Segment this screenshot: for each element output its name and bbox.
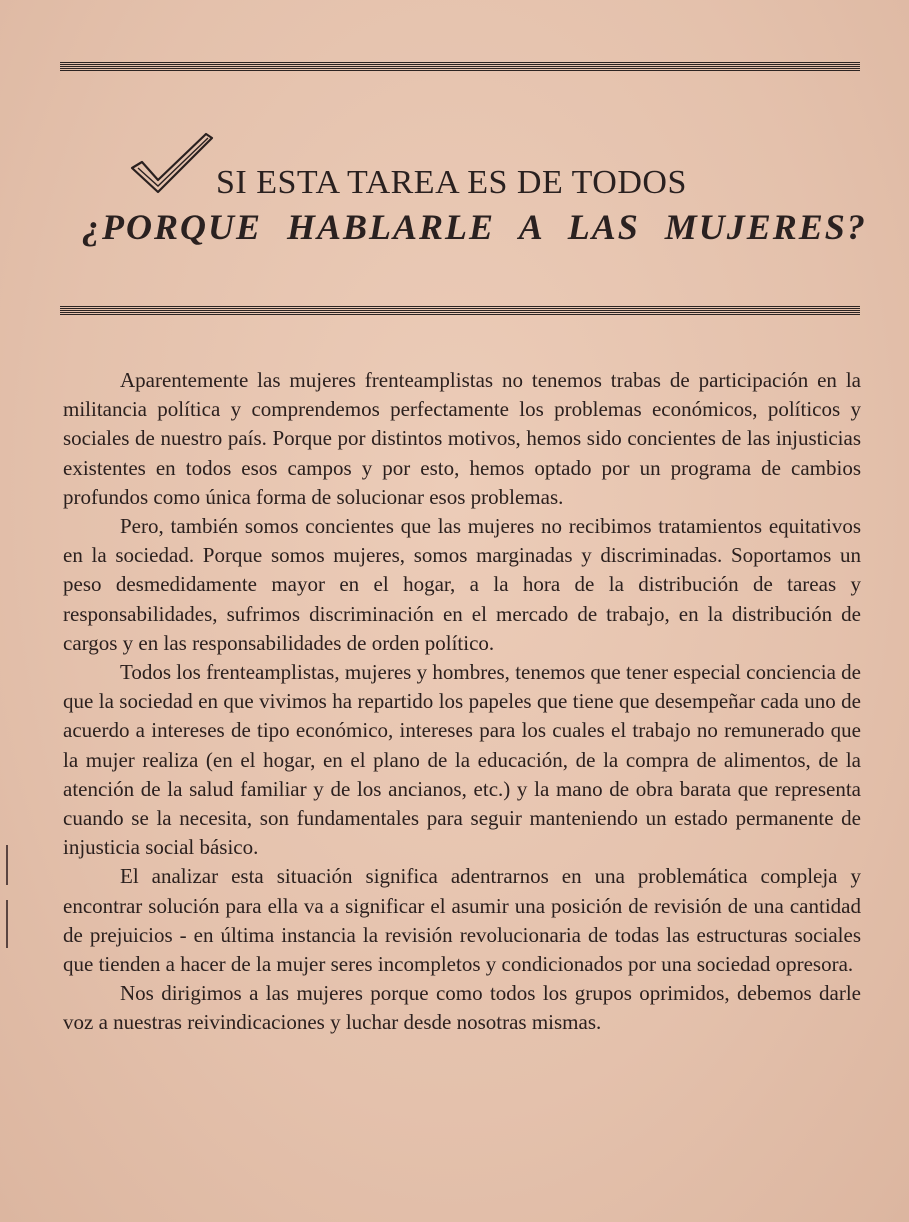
paragraph-3: Todos los frenteamplistas, mujeres y hombres, tenemos que tener especial conciencia de que la sociedad en que vivimos ha repartido los papeles que tiene que desempeñar cada uno de acuerdo a intereses de tipo económico, intereses para los cuales el trabajo no remunerado que la mujer realiza (en el hogar, en el plano de la educación, de la compra de alimentos, de la atención de la salud familiar y de los ancianos, etc.) y la mano de obra barata que representa cuando se la necesita, son fundamentales para seguir manteniendo un estado permanente de injusticia social básico. bbox=[63, 660, 861, 860]
paragraph-1: Aparentemente las mujeres frenteamplistas no tenemos trabas de participación en la militancia política y comprendemos perfectamente los problemas económicos, políticos y sociales de nuestro país. Porque por distintos motivos, hemos sido concientes de las injusticias existentes en todos esos campos y por esto, hemos optado por un programa de cambios profundos como única forma de solucionar esos problemas. bbox=[63, 368, 861, 509]
article-body bbox=[63, 366, 861, 1038]
margin-mark bbox=[6, 845, 8, 885]
bottom-decorative-rule bbox=[60, 306, 860, 316]
paragraph-2: Pero, también somos concientes que las mujeres no recibimos tratamientos equitativos en la sociedad. Porque somos mujeres, somos marginadas y discriminadas. Soportamos un peso desmedidamente mayor en el hogar, a la hora de la distribución de tareas y responsabilidades, sufrimos discriminación en el mercado de trabajo, en la distribución de cargos y en las responsabilidades de orden político. bbox=[63, 514, 861, 655]
title-line-1: SI ESTA TAREA ES DE TODOS bbox=[216, 164, 687, 201]
margin-mark bbox=[6, 900, 8, 948]
paragraph-5: Nos dirigimos a las mujeres porque como todos los grupos oprimidos, debemos darle voz a nuestras reivindicaciones y luchar desde nosotras mismas. bbox=[63, 981, 861, 1035]
top-decorative-rule bbox=[60, 62, 860, 72]
paragraph-4: El analizar esta situación significa adentrarnos en una problemática compleja y encontrar solución para ella va a significar el asumir una posición de revisión de una cantidad de prejuicios - en última instancia la revisión revolucionaria de todas las estructuras sociales que tienden a hacer de la mujer seres incompletos y condicionados por una sociedad opresora. bbox=[63, 864, 861, 977]
checkmark-icon bbox=[128, 128, 218, 198]
title-line-2: ¿PORQUE HABLARLE A LAS MUJERES? bbox=[82, 207, 867, 247]
